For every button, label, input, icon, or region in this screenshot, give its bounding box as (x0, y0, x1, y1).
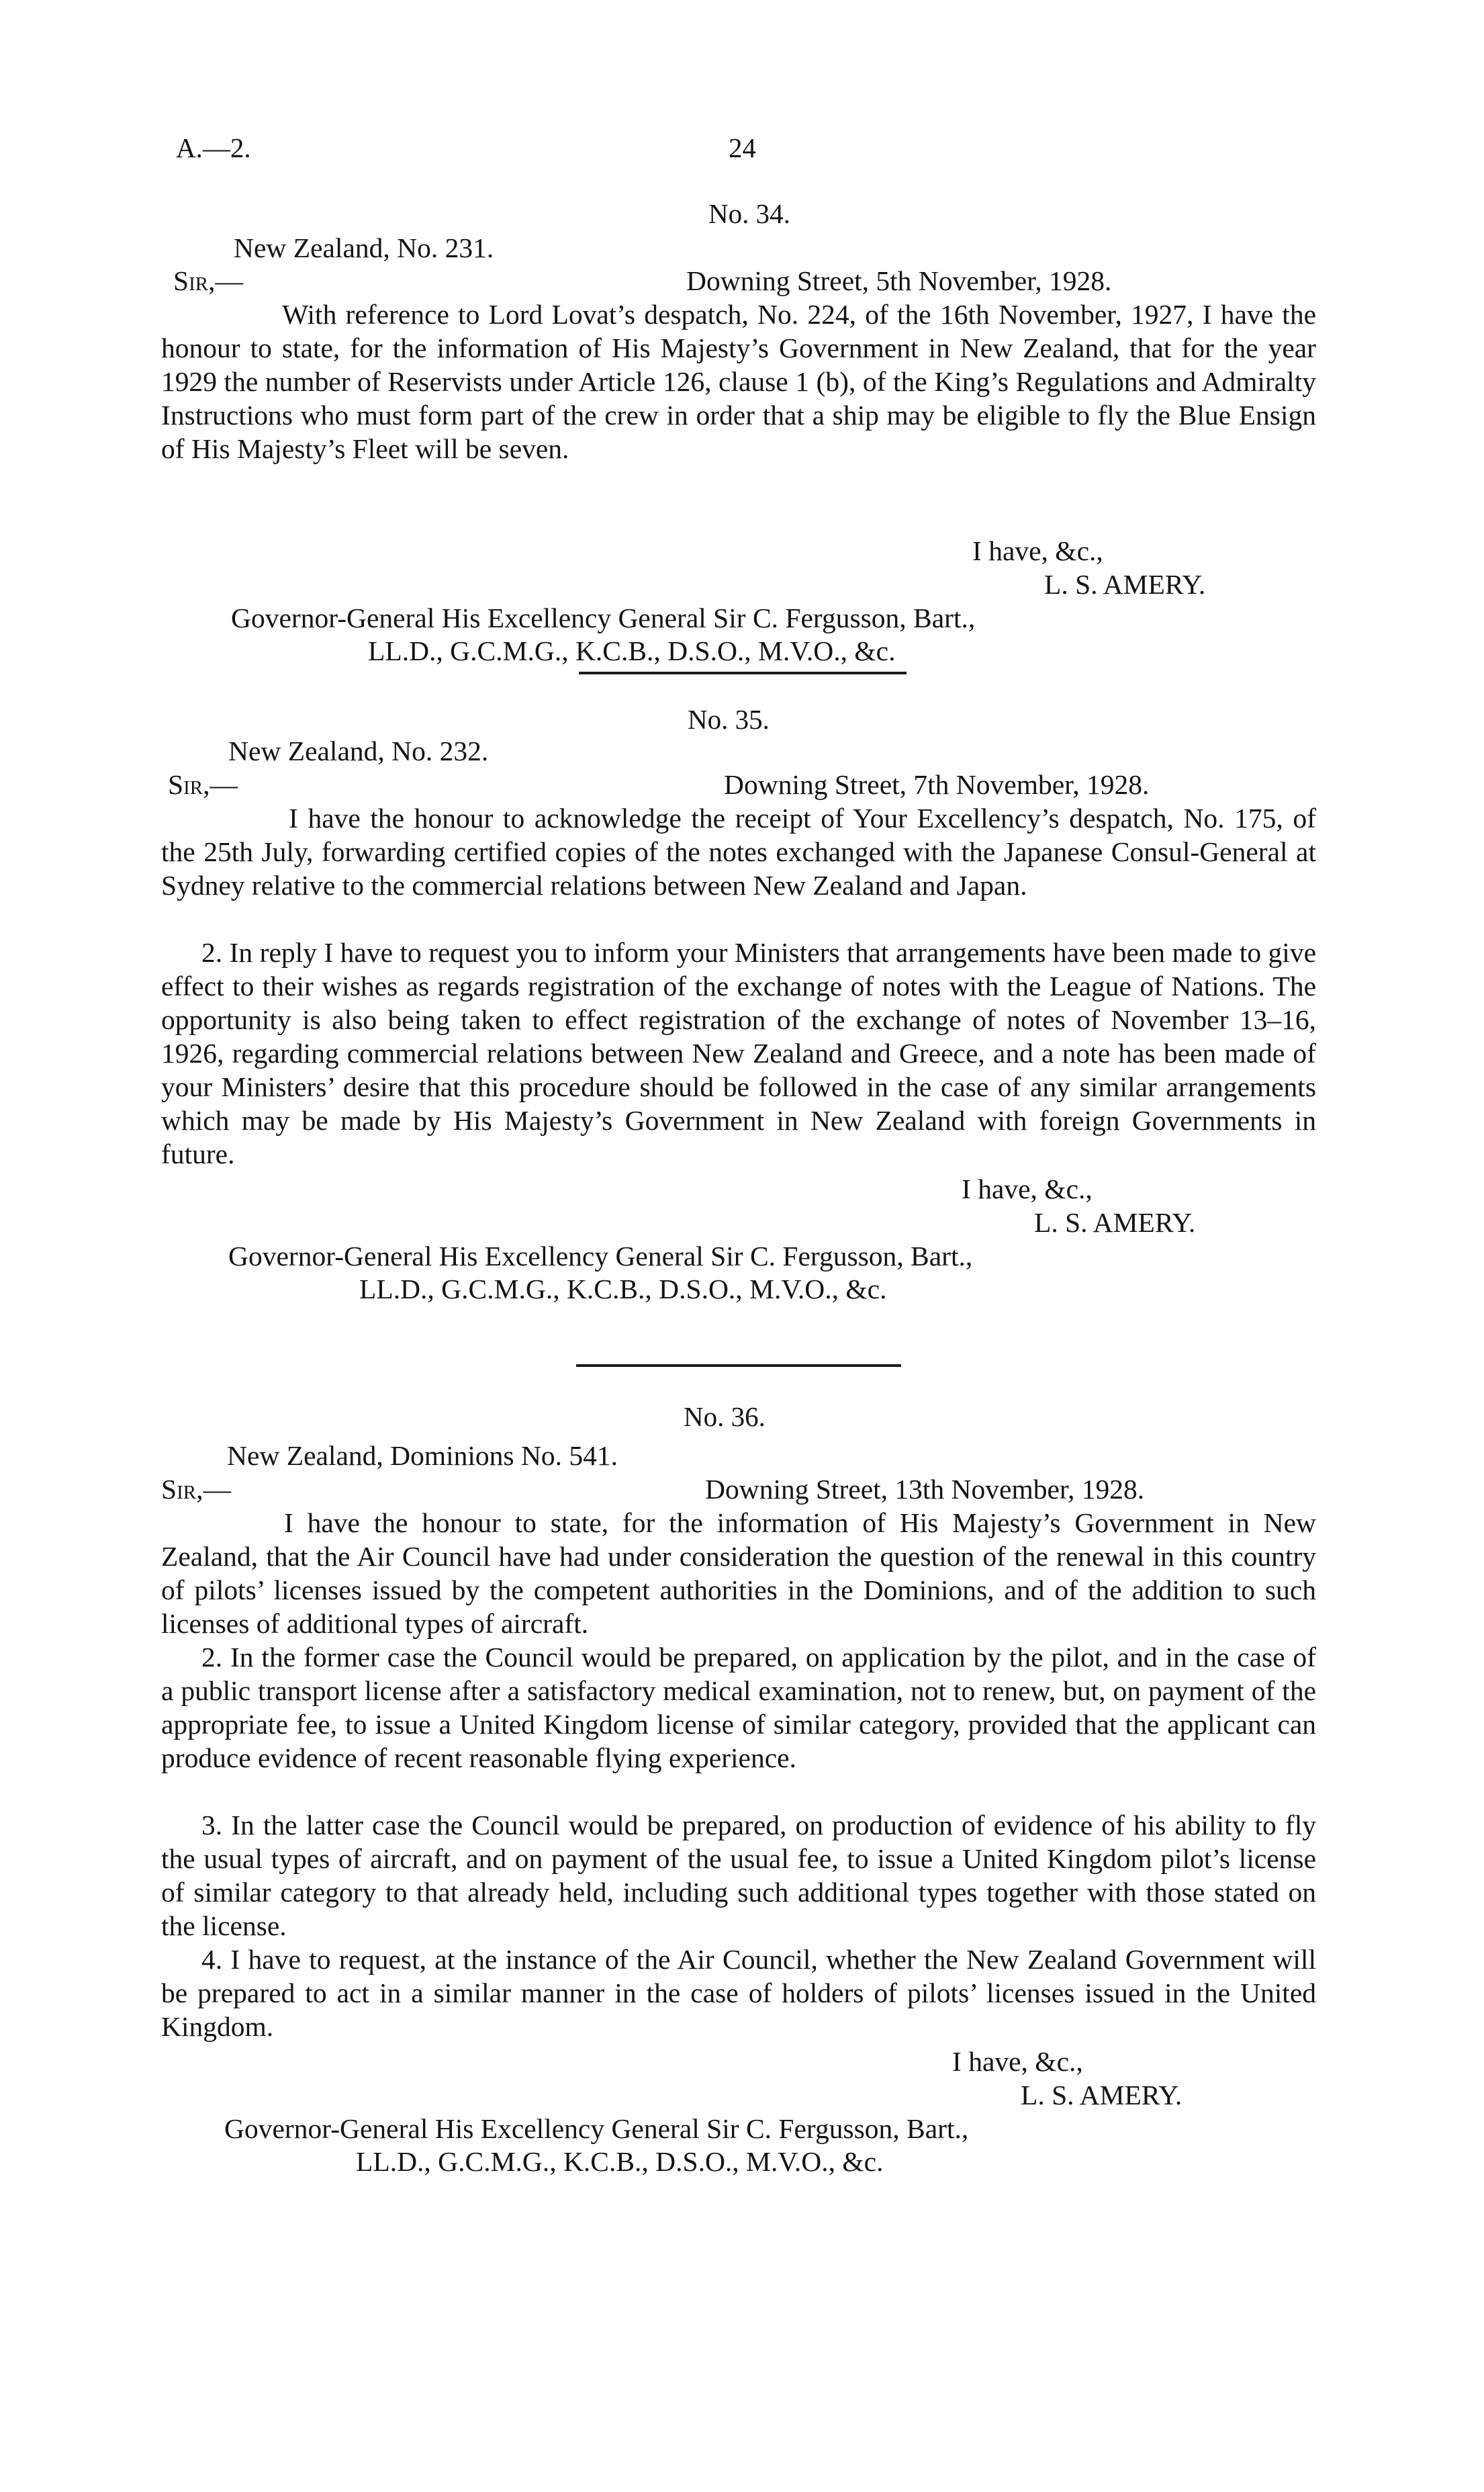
letter-reference: New Zealand, No. 232. (228, 736, 489, 766)
address-date: Downing Street, 13th November, 1928. (705, 1474, 1145, 1505)
closing: I have, &c., (972, 535, 1103, 566)
salutation: Sir,— (168, 769, 238, 800)
addressee-line-2: LL.D., G.C.M.G., K.C.B., D.S.O., M.V.O., &c. (359, 1274, 887, 1304)
letter-number: No. 35. (688, 704, 770, 735)
page-number: 24 (729, 132, 756, 163)
addressee-line-1: Governor-General His Excellency General Sir C. Fergusson, Bart., (224, 2113, 969, 2144)
paragraph: I have the honour to acknowledge the receipt of Your Excellency’s despatch, No. 175, of the 25th July, forwarding certified copies of the notes exchanged with the Japanese Consul-General at Sydney relative to the commercial relations between New Zealand and Japan. (161, 803, 1316, 901)
addressee-line-1: Governor-General His Excellency General Sir C. Fergusson, Bart., (228, 1241, 973, 1272)
address-date: Downing Street, 7th November, 1928. (724, 769, 1150, 800)
closing: I have, &c., (962, 1173, 1093, 1204)
section-divider (579, 672, 907, 674)
closing: I have, &c., (952, 2046, 1083, 2077)
paragraph: 4. I have to request, at the instance of the Air Council, whether the New Zealand Government will be prepared to act in a similar manner in the case of holders of pilots’ licenses issued in the United Kingdom. (161, 1944, 1316, 2042)
paragraph: 2. In the former case the Council would be prepared, on application by the pilot, and in the case of a public transport license after a satisfactory medical examination, not to renew, but, on payment of the appropriate fee, to issue a United Kingdom license of similar category, provided that the applicant can produce evidence of recent reasonable flying experience. (161, 1642, 1316, 1773)
addressee-line-1: Governor-General His Excellency General Sir C. Fergusson, Bart., (231, 603, 976, 633)
signature: L. S. AMERY. (1034, 1207, 1196, 1238)
letter-number: No. 34. (708, 198, 790, 229)
paragraph: With reference to Lord Lovat’s despatch, No. 224, of the 16th November, 1927, I have the honour to state, for the information of His Majesty’s Government in New Zealand, that for the year 1929 the number of Reservists under Article 126, clause 1 (b), of the King’s Regulations and Admiralty Instructions who must form part of the crew in order that a ship may be eligible to fly the Blue Ensign of His Majesty’s Fleet will be seven. (161, 299, 1316, 464)
address-date: Downing Street, 5th November, 1928. (686, 265, 1112, 296)
addressee-line-2: LL.D., G.C.M.G., K.C.B., D.S.O., M.V.O., &c. (368, 635, 896, 666)
signature: L. S. AMERY. (1021, 2080, 1182, 2110)
document-series-label: A.—2. (176, 132, 251, 163)
paragraph: 2. In reply I have to request you to inform your Ministers that arrangements have been made to give effect to their wishes as regards registration of the exchange of notes with the League of Nations. The opportunity is also being taken to effect registration of the exchange of notes of November 13–16, 1926, regarding commercial relations between New Zealand and Greece, and a note has been made of your Ministers’ desire that this procedure should be followed in the case of any similar arrangements which may be made by His Majesty’s Government in New Zealand with foreign Governments in future. (161, 937, 1316, 1169)
salutation: Sir,— (161, 1474, 231, 1505)
letter-reference: New Zealand, No. 231. (234, 232, 494, 263)
addressee-line-2: LL.D., G.C.M.G., K.C.B., D.S.O., M.V.O., &c. (356, 2146, 884, 2177)
paragraph: I have the honour to state, for the information of His Majesty’s Government in New Zealand, that the Air Council have had under consideration the question of the renewal in this country of pilots’ licenses issued by the competent authorities in the Dominions, and of the addition to such licenses of additional types of aircraft. (161, 1507, 1316, 1639)
salutation: Sir,— (173, 265, 243, 296)
signature: L. S. AMERY. (1044, 569, 1206, 600)
paragraph: 3. In the latter case the Council would be prepared, on production of evidence of his ability to fly the usual types of aircraft, and on payment of the usual fee, to issue a United Kingdom pilot’s license of similar category to that already held, including such additional types together with those stated on the license. (161, 1810, 1316, 1941)
letter-number: No. 36. (684, 1401, 766, 1432)
section-divider (576, 1364, 901, 1367)
letter-reference: New Zealand, Dominions No. 541. (227, 1440, 618, 1471)
